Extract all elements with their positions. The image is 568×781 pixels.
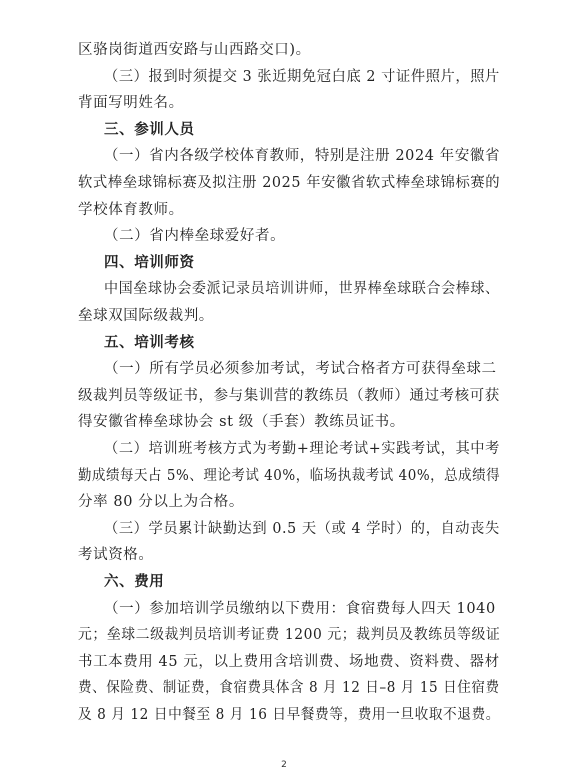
section-heading-participants: 三、参训人员 (104, 121, 195, 138)
section-heading-instructors: 四、培训师资 (104, 254, 195, 271)
body-line: 中国垒球协会委派记录员培训讲师，世界棒垒球联合会棒球、 (104, 281, 500, 298)
body-line: 及 8 月 12 日中餐至 8 月 16 日早餐费等，费用一旦收取不退费。 (78, 707, 500, 723)
body-line: 垒球双国际级裁判。 (78, 308, 214, 324)
body-line: （一）参加培训学员缴纳以下费用：食宿费每人四天 1040 (104, 600, 496, 617)
body-line: 区骆岗街道西安路与山西路交口)。 (78, 42, 311, 58)
body-line: （三）报到时须提交 3 张近期免冠白底 2 寸证件照片，照片 (104, 68, 500, 85)
body-line: 得安徽省棒垒球协会 st 级（手套）教练员证书。 (78, 414, 405, 431)
body-line: （二）培训班考核方式为考勤+理论考试+实践考试，其中考 (104, 441, 500, 457)
page-number: 2 (281, 760, 287, 770)
body-line: 级裁判员等级证书，参与集训营的教练员（教师）通过考核可获 (78, 387, 500, 404)
body-line: （一）省内各级学校体育教师，特别是注册 2024 年安徽省 (104, 148, 501, 165)
section-heading-assessment: 五、培训考核 (104, 334, 195, 351)
body-line: 软式棒垒球锦标赛及拟注册 2025 年安徽省软式棒垒球锦标赛的 (78, 175, 501, 191)
body-line: （一）所有学员必须参加考试，考试合格者方可获得垒球二 (104, 361, 497, 378)
body-line: 费、保险费、制证费，食宿费具体含 8 月 12 日–8 月 15 日住宿费 (78, 680, 500, 697)
body-line: 背面写明姓名。 (78, 95, 184, 112)
body-line: 书工本费用 45 元，以上费用含培训费、场地费、资料费、器材 (78, 653, 500, 670)
body-line: 分率 80 分以上为合格。 (78, 494, 244, 511)
body-line: （二）省内棒垒球爱好者。 (104, 228, 286, 245)
section-heading-fees: 六、费用 (104, 574, 165, 590)
body-line: 勤成绩每天占 5%、理论考试 40%，临场执裁考试 40%，总成绩得 (78, 467, 501, 484)
body-line: 考试资格。 (78, 547, 154, 564)
body-line: 学校体育教师。 (78, 201, 184, 218)
body-line: （三）学员累计缺勤达到 0.5 天（或 4 学时）的，自动丧失 (104, 520, 500, 537)
body-line: 元；垒球二级裁判员培训考证费 1200 元；裁判员及教练员等级证 (78, 627, 501, 644)
